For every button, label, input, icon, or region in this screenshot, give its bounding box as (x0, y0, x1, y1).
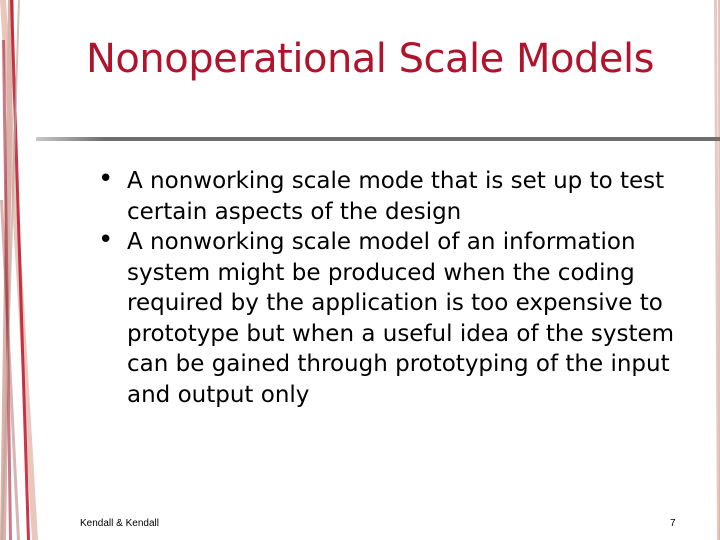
bullet-list (98, 166, 708, 410)
slide-title: Nonoperational Scale Models (86, 36, 654, 82)
bullet-text: A nonworking scale model of an information system might be produced when the coding required by the application is too expensive to prototype but when a useful idea of the system can be gained through prototyping of the input and output only (127, 229, 675, 408)
page-number: 7 (670, 518, 676, 529)
right-decorative-stripes (712, 0, 720, 540)
title-divider (36, 137, 720, 141)
bullet-icon: • (98, 225, 114, 255)
left-decorative-stripes (0, 0, 40, 540)
footer-author: Kendall & Kendall (80, 518, 159, 529)
bullet-icon: • (98, 164, 114, 194)
list-item (98, 227, 708, 410)
list-item (98, 166, 708, 227)
bullet-text: A nonworking scale mode that is set up to test certain aspects of the design (127, 168, 665, 225)
